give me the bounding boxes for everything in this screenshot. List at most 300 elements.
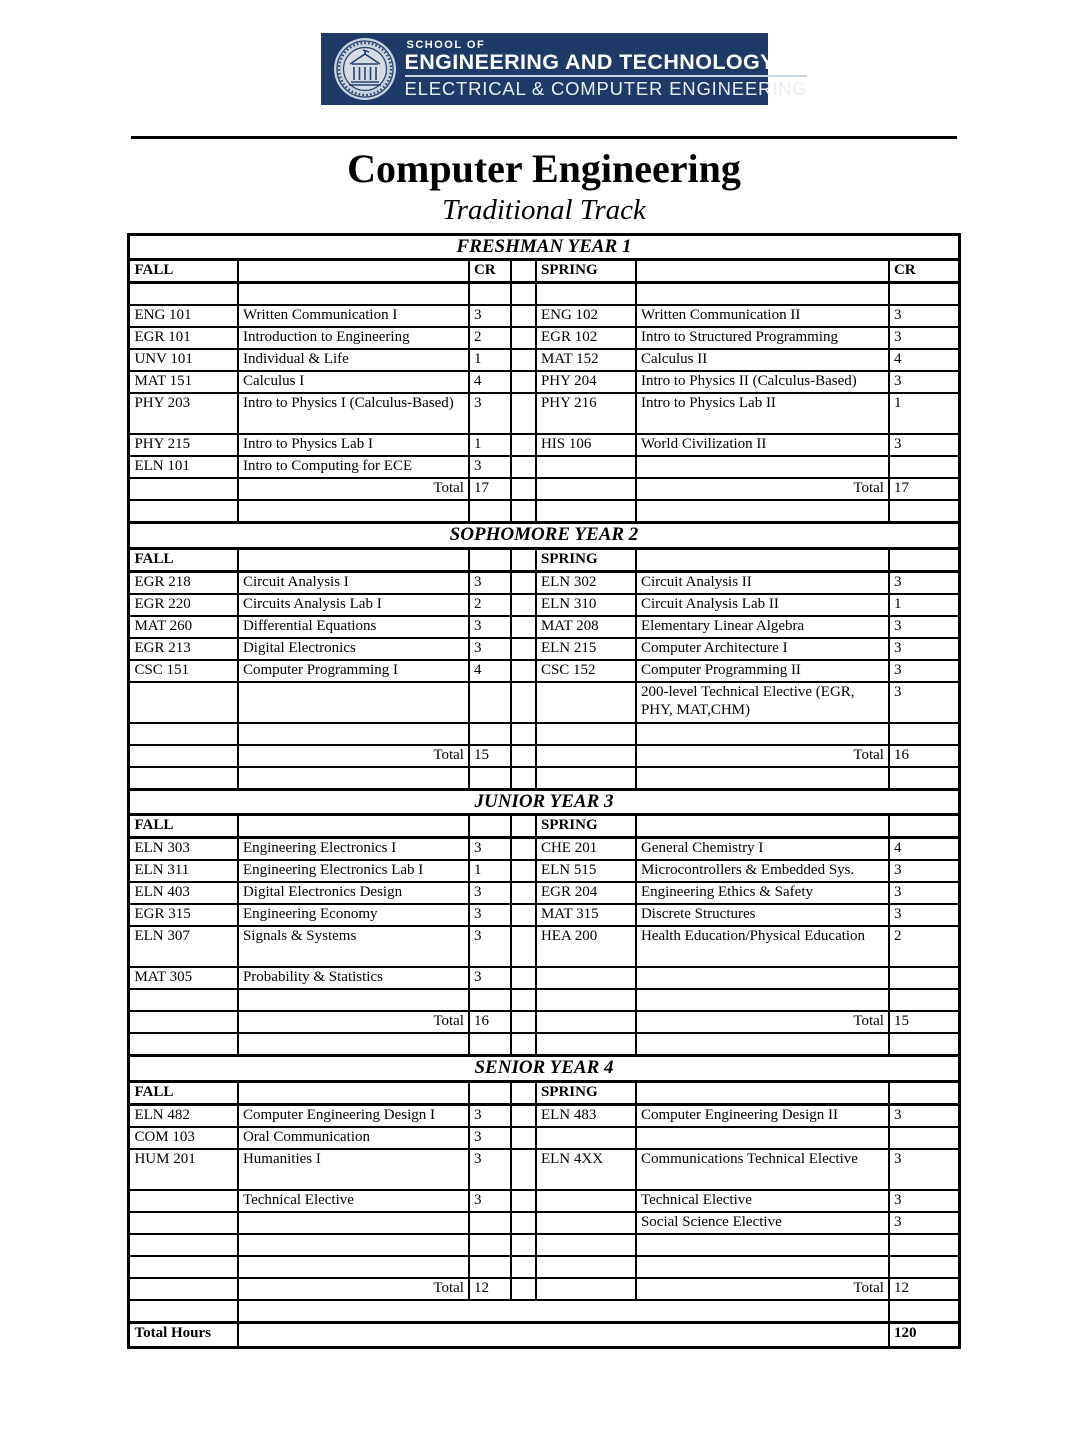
- course-name-cell: Intro to Physics II (Calculus-Based): [636, 371, 889, 393]
- course-code-cell: CHE 201: [536, 838, 636, 861]
- empty-cell: [238, 260, 469, 283]
- credit-cell: 3: [889, 1149, 959, 1190]
- course-code-cell: [536, 456, 636, 478]
- course-name-cell: Engineering Ethics & Safety: [636, 882, 889, 904]
- course-name-cell: [636, 1234, 889, 1256]
- gap-cell: [511, 967, 536, 989]
- course-name-cell: Intro to Physics Lab II: [636, 393, 889, 434]
- total-credits-cell: 16: [469, 1011, 511, 1033]
- credit-cell: 3: [889, 371, 959, 393]
- gap-cell: [511, 1190, 536, 1212]
- total-hours-value-cell: 120: [889, 1322, 959, 1347]
- course-code-cell: [536, 1234, 636, 1256]
- credit-cell: 3: [469, 1127, 511, 1149]
- credit-cell: 3: [889, 305, 959, 327]
- course-name-cell: [238, 283, 469, 306]
- course-code-cell: [129, 1234, 238, 1256]
- course-code-cell: [129, 723, 238, 745]
- credit-cell: [889, 1127, 959, 1149]
- gap-cell: [511, 660, 536, 682]
- empty-cell: [889, 1033, 959, 1056]
- empty-cell: [469, 1033, 511, 1056]
- curriculum-table: [127, 233, 960, 1349]
- blank-row: [129, 1300, 959, 1323]
- semester-header-row: [129, 260, 959, 283]
- empty-cell: [238, 1033, 469, 1056]
- fall-header-cell: FALL: [129, 548, 238, 571]
- course-name-cell: [238, 989, 469, 1011]
- total-row: [129, 1278, 959, 1300]
- course-code-cell: [536, 1256, 636, 1278]
- empty-cell: [889, 1300, 959, 1323]
- course-name-cell: Social Science Elective: [636, 1212, 889, 1234]
- gap-cell: [511, 1127, 536, 1149]
- year-title: SOPHOMORE YEAR 2: [129, 523, 959, 548]
- total-label-cell: Total: [238, 1278, 469, 1300]
- empty-cell: [536, 1033, 636, 1056]
- course-code-cell: [129, 989, 238, 1011]
- credit-cell: 3: [469, 926, 511, 967]
- total-credits-cell: 12: [889, 1278, 959, 1300]
- course-code-cell: [536, 682, 636, 723]
- credit-cell: 3: [889, 434, 959, 456]
- course-code-cell: ENG 101: [129, 305, 238, 327]
- empty-cell: [511, 500, 536, 523]
- credit-cell: 1: [469, 860, 511, 882]
- page-subtitle: Traditional Track: [442, 194, 646, 226]
- school-banner: [321, 33, 808, 105]
- gap-cell: [511, 616, 536, 638]
- empty-cell: [511, 1033, 536, 1056]
- credit-cell: 4: [469, 371, 511, 393]
- empty-cell: [129, 745, 238, 767]
- gap-cell: [511, 327, 536, 349]
- gap-cell: [511, 815, 536, 838]
- course-code-cell: ENG 102: [536, 305, 636, 327]
- empty-cell: [889, 767, 959, 790]
- course-code-cell: MAT 152: [536, 349, 636, 371]
- credit-cell: [469, 723, 511, 745]
- gap-cell: [511, 305, 536, 327]
- blank-row: [129, 500, 959, 523]
- empty-cell: [129, 1300, 238, 1323]
- gap-cell: [511, 723, 536, 745]
- course-code-cell: CSC 152: [536, 660, 636, 682]
- course-code-cell: PHY 215: [129, 434, 238, 456]
- credit-cell: 3: [889, 616, 959, 638]
- course-code-cell: PHY 216: [536, 393, 636, 434]
- empty-cell: [129, 478, 238, 500]
- credit-cell: 1: [889, 594, 959, 616]
- credit-cell: 3: [889, 1190, 959, 1212]
- empty-cell: [636, 1081, 889, 1104]
- course-row: [129, 723, 959, 745]
- course-row: [129, 1256, 959, 1278]
- course-row: [129, 456, 959, 478]
- credit-cell: 3: [889, 860, 959, 882]
- course-name-cell: Digital Electronics Design: [238, 882, 469, 904]
- empty-cell: [238, 767, 469, 790]
- cr-header-cell: [469, 815, 511, 838]
- total-row: [129, 478, 959, 500]
- course-code-cell: [129, 682, 238, 723]
- course-name-cell: Intro to Physics Lab I: [238, 434, 469, 456]
- university-seal-icon: [333, 37, 397, 101]
- gap-cell: [511, 393, 536, 434]
- empty-cell: [536, 1011, 636, 1033]
- credit-cell: 3: [889, 1212, 959, 1234]
- course-code-cell: [129, 283, 238, 306]
- credit-cell: [889, 967, 959, 989]
- course-name-cell: Circuit Analysis II: [636, 571, 889, 594]
- gap-cell: [511, 594, 536, 616]
- empty-cell: [636, 815, 889, 838]
- course-name-cell: Discrete Structures: [636, 904, 889, 926]
- cr-header-cell: [889, 548, 959, 571]
- course-name-cell: [636, 1127, 889, 1149]
- course-code-cell: ELN 303: [129, 838, 238, 861]
- semester-header-row: [129, 1081, 959, 1104]
- gap-cell: [511, 882, 536, 904]
- course-name-cell: Written Communication I: [238, 305, 469, 327]
- course-name-cell: 200-level Technical Elective (EGR, PHY, MAT,CHM): [636, 682, 889, 723]
- credit-cell: 3: [889, 682, 959, 723]
- credit-cell: 3: [889, 660, 959, 682]
- course-name-cell: [636, 283, 889, 306]
- credit-cell: 1: [469, 434, 511, 456]
- empty-cell: [129, 767, 238, 790]
- course-code-cell: PHY 203: [129, 393, 238, 434]
- empty-cell: [238, 1081, 469, 1104]
- total-label-cell: Total: [238, 745, 469, 767]
- gap-cell: [511, 571, 536, 594]
- total-label-cell: Total: [636, 478, 889, 500]
- course-row: [129, 660, 959, 682]
- course-code-cell: UNV 101: [129, 349, 238, 371]
- empty-cell: [469, 767, 511, 790]
- gap-cell: [511, 926, 536, 967]
- empty-cell: [636, 1033, 889, 1056]
- gap-cell: [511, 989, 536, 1011]
- cr-header-cell: [889, 815, 959, 838]
- banner-department-name: ELECTRICAL & COMPUTER ENGINEERING: [404, 78, 808, 100]
- empty-cell: [536, 1278, 636, 1300]
- empty-cell: [536, 745, 636, 767]
- cr-header-cell: CR: [469, 260, 511, 283]
- course-row: [129, 904, 959, 926]
- gap-cell: [511, 682, 536, 723]
- course-code-cell: ELN 310: [536, 594, 636, 616]
- gap-cell: [511, 638, 536, 660]
- course-code-cell: HIS 106: [536, 434, 636, 456]
- year-title: JUNIOR YEAR 3: [129, 789, 959, 814]
- course-code-cell: COM 103: [129, 1127, 238, 1149]
- credit-cell: 3: [469, 904, 511, 926]
- credit-cell: 1: [469, 349, 511, 371]
- fall-header-cell: FALL: [129, 1081, 238, 1104]
- total-label-cell: Total: [238, 1011, 469, 1033]
- credit-cell: 3: [469, 638, 511, 660]
- course-code-cell: ELN 483: [536, 1104, 636, 1127]
- credit-cell: 3: [469, 616, 511, 638]
- course-name-cell: Intro to Structured Programming: [636, 327, 889, 349]
- course-name-cell: Oral Communication: [238, 1127, 469, 1149]
- course-code-cell: HEA 200: [536, 926, 636, 967]
- cr-header-cell: CR: [889, 260, 959, 283]
- course-name-cell: Humanities I: [238, 1149, 469, 1190]
- credit-cell: [889, 989, 959, 1011]
- course-name-cell: General Chemistry I: [636, 838, 889, 861]
- course-code-cell: [536, 967, 636, 989]
- course-name-cell: Calculus II: [636, 349, 889, 371]
- course-code-cell: [536, 1190, 636, 1212]
- course-code-cell: [536, 723, 636, 745]
- course-code-cell: ELN 307: [129, 926, 238, 967]
- total-credits-cell: 17: [889, 478, 959, 500]
- course-name-cell: Elementary Linear Algebra: [636, 616, 889, 638]
- course-row: [129, 682, 959, 723]
- course-row: [129, 1234, 959, 1256]
- course-row: [129, 882, 959, 904]
- course-name-cell: Computer Programming I: [238, 660, 469, 682]
- gap-cell: [511, 1149, 536, 1190]
- credit-cell: 3: [889, 882, 959, 904]
- banner-school-of-label: SCHOOL OF: [406, 38, 486, 51]
- course-name-cell: [238, 723, 469, 745]
- credit-cell: [469, 1234, 511, 1256]
- gap-cell: [511, 1011, 536, 1033]
- course-code-cell: MAT 260: [129, 616, 238, 638]
- course-code-cell: [536, 989, 636, 1011]
- credit-cell: 3: [889, 327, 959, 349]
- course-name-cell: Engineering Electronics Lab I: [238, 860, 469, 882]
- course-name-cell: Computer Programming II: [636, 660, 889, 682]
- credit-cell: 2: [469, 594, 511, 616]
- empty-cell: [238, 1322, 889, 1347]
- empty-cell: [469, 500, 511, 523]
- course-name-cell: Signals & Systems: [238, 926, 469, 967]
- course-row: [129, 571, 959, 594]
- course-code-cell: EGR 213: [129, 638, 238, 660]
- course-name-cell: Technical Elective: [636, 1190, 889, 1212]
- course-name-cell: Intro to Computing for ECE: [238, 456, 469, 478]
- course-name-cell: Circuits Analysis Lab I: [238, 594, 469, 616]
- course-name-cell: Health Education/Physical Education: [636, 926, 889, 967]
- course-name-cell: Circuit Analysis Lab II: [636, 594, 889, 616]
- gap-cell: [511, 456, 536, 478]
- credit-cell: [469, 989, 511, 1011]
- empty-cell: [238, 500, 469, 523]
- course-code-cell: CSC 151: [129, 660, 238, 682]
- gap-cell: [511, 904, 536, 926]
- course-name-cell: Differential Equations: [238, 616, 469, 638]
- empty-cell: [129, 500, 238, 523]
- spring-header-cell: SPRING: [536, 260, 636, 283]
- course-row: [129, 1104, 959, 1127]
- course-name-cell: [238, 1212, 469, 1234]
- cr-header-cell: [469, 1081, 511, 1104]
- credit-cell: 3: [469, 305, 511, 327]
- course-row: [129, 638, 959, 660]
- gap-cell: [511, 1256, 536, 1278]
- total-label-cell: Total: [636, 745, 889, 767]
- course-code-cell: ELN 215: [536, 638, 636, 660]
- course-code-cell: MAT 151: [129, 371, 238, 393]
- course-name-cell: World Civilization II: [636, 434, 889, 456]
- blank-row: [129, 1033, 959, 1056]
- spring-header-cell: SPRING: [536, 815, 636, 838]
- year-header-row: [129, 789, 959, 814]
- credit-cell: [889, 1256, 959, 1278]
- total-credits-cell: 15: [889, 1011, 959, 1033]
- course-row: [129, 860, 959, 882]
- gap-cell: [511, 1081, 536, 1104]
- credit-cell: 3: [469, 882, 511, 904]
- credit-cell: [469, 682, 511, 723]
- year-header-row: [129, 1056, 959, 1081]
- gap-cell: [511, 1104, 536, 1127]
- gap-cell: [511, 860, 536, 882]
- credit-cell: 3: [469, 838, 511, 861]
- course-code-cell: EGR 218: [129, 571, 238, 594]
- course-name-cell: Calculus I: [238, 371, 469, 393]
- course-code-cell: EGR 204: [536, 882, 636, 904]
- course-name-cell: Engineering Electronics I: [238, 838, 469, 861]
- total-label-cell: Total: [636, 1011, 889, 1033]
- credit-cell: 3: [889, 904, 959, 926]
- credit-cell: [889, 456, 959, 478]
- course-name-cell: [636, 456, 889, 478]
- total-credits-cell: 15: [469, 745, 511, 767]
- credit-cell: 3: [469, 1149, 511, 1190]
- course-row: [129, 393, 959, 434]
- year-header-row: [129, 523, 959, 548]
- credit-cell: 3: [469, 1104, 511, 1127]
- year-header-row: [129, 235, 959, 260]
- course-code-cell: ELN 482: [129, 1104, 238, 1127]
- course-row: [129, 926, 959, 967]
- course-row: [129, 434, 959, 456]
- gap-cell: [511, 349, 536, 371]
- course-code-cell: EGR 101: [129, 327, 238, 349]
- empty-cell: [129, 1011, 238, 1033]
- empty-cell: [636, 767, 889, 790]
- credit-cell: 2: [469, 327, 511, 349]
- spring-header-cell: SPRING: [536, 1081, 636, 1104]
- credit-cell: 1: [889, 393, 959, 434]
- credit-cell: [889, 723, 959, 745]
- credit-cell: 3: [469, 571, 511, 594]
- course-code-cell: MAT 208: [536, 616, 636, 638]
- course-name-cell: Microcontrollers & Embedded Sys.: [636, 860, 889, 882]
- empty-cell: [511, 767, 536, 790]
- course-row: [129, 305, 959, 327]
- course-code-cell: EGR 220: [129, 594, 238, 616]
- gap-cell: [511, 1278, 536, 1300]
- credit-cell: [469, 1256, 511, 1278]
- course-code-cell: ELN 403: [129, 882, 238, 904]
- total-credits-cell: 17: [469, 478, 511, 500]
- course-row: [129, 1190, 959, 1212]
- cr-header-cell: [889, 1081, 959, 1104]
- course-code-cell: ELN 302: [536, 571, 636, 594]
- course-code-cell: MAT 305: [129, 967, 238, 989]
- course-name-cell: [636, 967, 889, 989]
- year-title: SENIOR YEAR 4: [129, 1056, 959, 1081]
- course-code-cell: [536, 283, 636, 306]
- course-name-cell: Introduction to Engineering: [238, 327, 469, 349]
- empty-cell: [238, 815, 469, 838]
- course-code-cell: ELN 515: [536, 860, 636, 882]
- credit-cell: 3: [469, 456, 511, 478]
- course-code-cell: [129, 1256, 238, 1278]
- semester-header-row: [129, 815, 959, 838]
- empty-cell: [636, 500, 889, 523]
- gap-cell: [511, 1234, 536, 1256]
- course-code-cell: [536, 1127, 636, 1149]
- course-name-cell: Engineering Economy: [238, 904, 469, 926]
- cr-header-cell: [469, 548, 511, 571]
- course-code-cell: PHY 204: [536, 371, 636, 393]
- empty-cell: [636, 548, 889, 571]
- empty-cell: [636, 260, 889, 283]
- curriculum-table-body: [129, 235, 959, 1348]
- course-code-cell: HUM 201: [129, 1149, 238, 1190]
- gap-cell: [511, 283, 536, 306]
- gap-cell: [511, 1212, 536, 1234]
- course-name-cell: Computer Engineering Design I: [238, 1104, 469, 1127]
- total-label-cell: Total: [636, 1278, 889, 1300]
- course-code-cell: [129, 1190, 238, 1212]
- credit-cell: 4: [889, 838, 959, 861]
- course-row: [129, 283, 959, 306]
- gap-cell: [511, 478, 536, 500]
- course-code-cell: [536, 1212, 636, 1234]
- credit-cell: [469, 1212, 511, 1234]
- course-code-cell: ELN 311: [129, 860, 238, 882]
- course-name-cell: [238, 1256, 469, 1278]
- fall-header-cell: FALL: [129, 260, 238, 283]
- course-row: [129, 1149, 959, 1190]
- spring-header-cell: SPRING: [536, 548, 636, 571]
- banner-school-name: ENGINEERING AND TECHNOLOGY: [405, 51, 808, 78]
- page-title: Computer Engineering: [347, 146, 741, 191]
- gap-cell: [511, 838, 536, 861]
- course-name-cell: Probability & Statistics: [238, 967, 469, 989]
- course-name-cell: Computer Engineering Design II: [636, 1104, 889, 1127]
- credit-cell: 2: [889, 926, 959, 967]
- course-code-cell: ELN 101: [129, 456, 238, 478]
- fall-header-cell: FALL: [129, 815, 238, 838]
- course-name-cell: Circuit Analysis I: [238, 571, 469, 594]
- total-hours-row: [129, 1322, 959, 1347]
- gap-cell: [511, 745, 536, 767]
- total-credits-cell: 16: [889, 745, 959, 767]
- course-name-cell: Communications Technical Elective: [636, 1149, 889, 1190]
- credit-cell: 3: [889, 638, 959, 660]
- course-name-cell: Technical Elective: [238, 1190, 469, 1212]
- course-row: [129, 371, 959, 393]
- total-row: [129, 1011, 959, 1033]
- course-row: [129, 349, 959, 371]
- course-code-cell: MAT 315: [536, 904, 636, 926]
- credit-cell: 3: [889, 571, 959, 594]
- credit-cell: 3: [889, 1104, 959, 1127]
- credit-cell: 4: [469, 660, 511, 682]
- empty-cell: [536, 478, 636, 500]
- course-row: [129, 1127, 959, 1149]
- course-name-cell: [636, 989, 889, 1011]
